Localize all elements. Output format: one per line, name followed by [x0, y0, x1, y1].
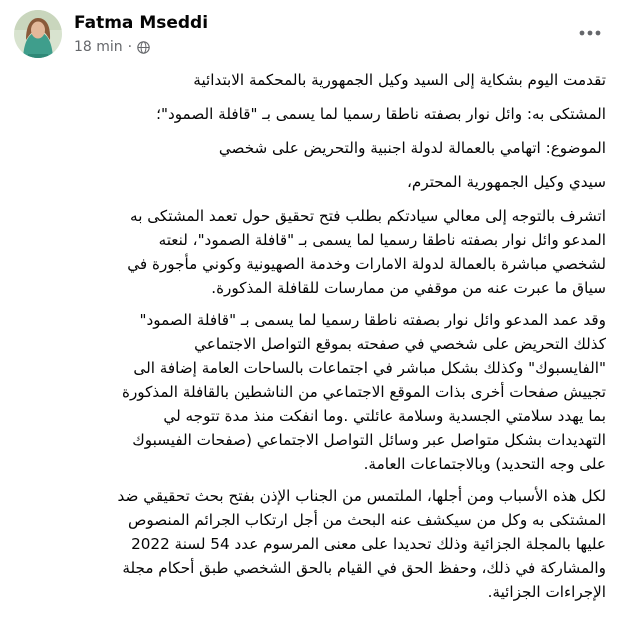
post-text: [20, 68, 606, 614]
paragraph: [20, 308, 606, 476]
paragraph: [20, 484, 606, 604]
text-line: اتشرف بالتوجه إلى معالي سيادتكم بطلب فتح تحقيق حول تعمد المشتكى به: [130, 207, 606, 225]
paragraph: [20, 136, 606, 160]
avatar[interactable]: [14, 10, 62, 58]
text-line: الموضوع: اتهامي بالعمالة لدولة اجنبية والتحريض على شخصي: [218, 139, 606, 157]
text-line: سيدي وكيل الجمهورية المحترم،: [407, 173, 606, 191]
text-line: بما يهدد سلامتي الجسدية وسلامة عائلتي .وما انفكت منذ مدة تتوجه لي: [163, 407, 606, 425]
text-line: لشخصي مباشرة بالعمالة لدولة الامارات وخدمة الصهيونية وكوني مأجورة في: [127, 255, 606, 273]
paragraph: [20, 102, 606, 126]
paragraph: [20, 170, 606, 194]
text-line: والمشاركة في ذلك، وحفظ الحق في القيام بالحق الشخصي طبق أحكام مجلة: [122, 559, 606, 577]
globe-icon[interactable]: [137, 41, 150, 54]
text-line: المشتكى به: وائل نوار بصفته ناطقا رسميا لما يسمى بـ "قافلة الصمود"؛: [156, 105, 606, 123]
text-line: كذلك التحريض على شخصي في صفحته بموقع التواصل الاجتماعي: [194, 335, 606, 353]
meta-separator: ·: [127, 39, 133, 55]
text-line: المدعو وائل نوار بصفته ناطقا رسميا لما يسمى بـ "قافلة الصمود"، لنعته: [158, 231, 606, 249]
text-line: الإجراءات الجزائية.: [487, 583, 606, 601]
more-options-button[interactable]: [572, 16, 608, 44]
post-time[interactable]: 18 min: [74, 39, 123, 55]
ellipsis-icon: [579, 21, 601, 40]
text-line: وقد عمد المدعو وائل نوار بصفته ناطقا رسميا لما يسمى بـ "قافلة الصمود": [139, 311, 606, 329]
text-line: سياق ما عبرت عنه من موقفي من ممارسات للقافلة المذكورة.: [211, 279, 606, 297]
text-line: على وجه التحديد) وبالاجتماعات العامة.: [363, 455, 606, 473]
text-line: "الفايسبوك" وكذلك بشكل مباشر في اجتماعات بالساحات العامة إضافة الى: [133, 359, 606, 377]
text-line: لكل هذه الأسباب ومن أجلها، الملتمس من الجناب الإذن بفتح بحث تحقيقي ضد: [117, 487, 606, 505]
post-header: [14, 10, 608, 60]
text-line: المشتكى به وكل من سيكشف عنه البحث من أجل ارتكاب الجرائم المنصوص: [127, 511, 606, 529]
paragraph: [20, 68, 606, 92]
text-line: عليها بالمجلة الجزائية وذلك تحديدا على معنى المرسوم عدد 54 لسنة 2022: [131, 535, 606, 553]
text-line: التهديدات بشكل متواصل عبر وسائل التواصل الاجتماعي (صفحات الفيسبوك: [132, 431, 606, 449]
paragraph: [20, 204, 606, 300]
author-name[interactable]: Fatma Mseddi: [74, 13, 209, 33]
post-meta: [74, 39, 150, 55]
text-line: تجييش صفحات أخرى بذات الموقع الاجتماعي من الناشطين بالقافلة المذكورة: [122, 383, 606, 401]
text-line: تقدمت اليوم بشكاية إلى السيد وكيل الجمهورية بالمحكمة الابتدائية: [193, 71, 606, 89]
